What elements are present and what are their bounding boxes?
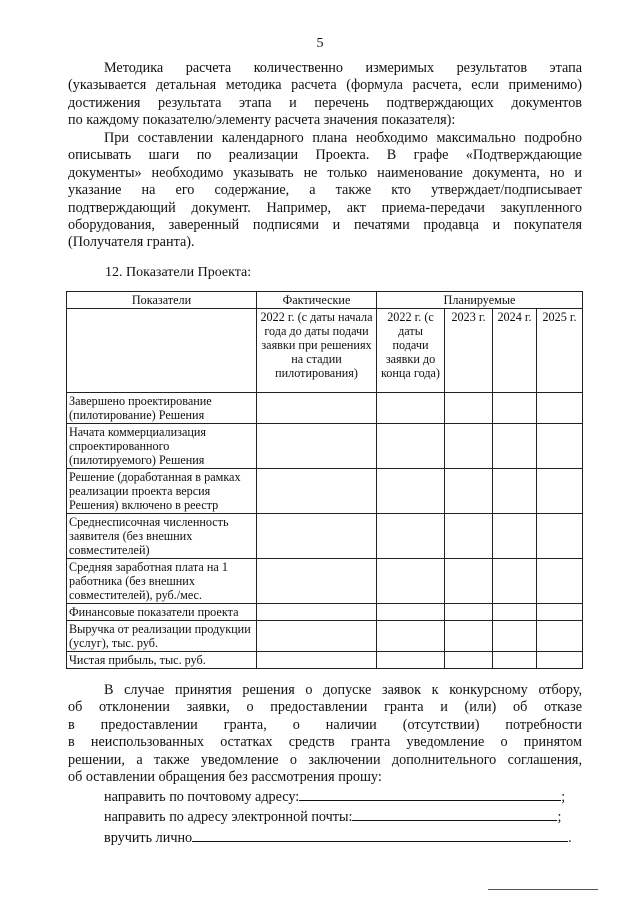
table-subheader-row bbox=[67, 309, 583, 393]
data-cell bbox=[493, 604, 537, 621]
data-cell bbox=[537, 393, 583, 424]
data-cell bbox=[445, 604, 493, 621]
data-cell bbox=[493, 469, 537, 514]
option-mail-label: направить по почтовому адресу: bbox=[104, 789, 300, 805]
text-line: по каждому показателю/элементу расчета значения показателя): bbox=[68, 112, 456, 129]
text-line: подтверждающий документ. Например, акт приема-передачи закупленного bbox=[68, 199, 582, 216]
footer-rule bbox=[488, 889, 598, 890]
text-line: (Получателя гранта). bbox=[68, 234, 195, 251]
text-line: достижения результата этапа и перечень подтверждающих документов bbox=[68, 94, 582, 111]
header-actual: Фактические bbox=[257, 292, 377, 309]
data-cell bbox=[537, 514, 583, 559]
punctuation: ; bbox=[557, 809, 562, 826]
option-personal-label: вручить лично bbox=[104, 829, 193, 846]
table-row bbox=[67, 621, 583, 652]
text-line: В случае принятия решения о допуске заявок к конкурсному отбору, bbox=[104, 682, 582, 698]
data-cell bbox=[377, 559, 445, 604]
calendar-plan-paragraph bbox=[68, 130, 582, 252]
data-cell bbox=[377, 652, 445, 669]
section-title: 12. Показатели Проекта: bbox=[105, 265, 252, 280]
text-line: описывать шаги по реализации Проекта. В графе «Подтверждающие bbox=[68, 147, 582, 164]
indicators-table bbox=[66, 291, 583, 669]
table-row bbox=[67, 604, 583, 621]
data-cell bbox=[257, 604, 377, 621]
text-line: об отклонении заявки, о предоставлении гранта и (или) об отказе bbox=[68, 699, 582, 716]
row-label: Среднесписочная численность заявителя (без внешних совместителей) bbox=[67, 514, 257, 559]
data-cell bbox=[377, 514, 445, 559]
header-indicators: Показатели bbox=[67, 292, 257, 309]
data-cell bbox=[445, 621, 493, 652]
data-cell bbox=[377, 424, 445, 469]
data-cell bbox=[537, 424, 583, 469]
data-cell bbox=[493, 559, 537, 604]
text-line: указание на его содержание, а также кто утверждает/подписывает bbox=[68, 182, 582, 199]
header-planned: Планируемые bbox=[377, 292, 583, 309]
page-number: 5 bbox=[316, 36, 324, 51]
text-line: в предоставлении гранта, о наличии (отсутствии) потребности bbox=[68, 716, 582, 733]
row-label: Завершено проектирование (пилотирование) Решения bbox=[67, 393, 257, 424]
table-row bbox=[67, 469, 583, 514]
data-cell bbox=[257, 424, 377, 469]
table-row bbox=[67, 652, 583, 669]
subheader-2023: 2023 г. bbox=[445, 309, 493, 393]
data-cell bbox=[537, 652, 583, 669]
punctuation: ; bbox=[561, 789, 566, 805]
row-label: Решение (доработанная в рамках реализации проекта версия Решения) включено в реестр bbox=[67, 469, 257, 514]
text-line: документы» необходимо указывать не только наименование документа, но и bbox=[68, 164, 582, 181]
subheader-planned-2022: 2022 г. (с даты подачи заявки до конца года) bbox=[377, 309, 445, 393]
data-cell bbox=[493, 652, 537, 669]
text-line: Методика расчета количественно измеримых результатов этапа bbox=[104, 60, 582, 76]
row-label: Средняя заработная плата на 1 работника (без внешних совместителей), руб./мес. bbox=[67, 559, 257, 604]
data-cell bbox=[445, 559, 493, 604]
option-mail bbox=[104, 786, 584, 806]
row-label: Начата коммерциализация спроектированного (пилотируемого) Решения bbox=[67, 424, 257, 469]
data-cell bbox=[377, 393, 445, 424]
data-cell bbox=[377, 604, 445, 621]
table-row bbox=[67, 514, 583, 559]
text-line: (указывается детальная методика расчета (формула расчета, если применимо) bbox=[68, 77, 582, 94]
subheader-2024: 2024 г. bbox=[493, 309, 537, 393]
personal-delivery-field[interactable] bbox=[192, 827, 568, 842]
table-row bbox=[67, 559, 583, 604]
data-cell bbox=[493, 621, 537, 652]
table-row bbox=[67, 424, 583, 469]
text-line: решении, а также уведомление о заключении дополнительного соглашения, bbox=[68, 751, 582, 768]
data-cell bbox=[493, 514, 537, 559]
data-cell bbox=[445, 652, 493, 669]
notification-paragraph bbox=[68, 682, 582, 786]
data-cell bbox=[537, 559, 583, 604]
subheader-2025: 2025 г. bbox=[537, 309, 583, 393]
delivery-options bbox=[104, 786, 584, 847]
data-cell bbox=[257, 559, 377, 604]
text-line: При составлении календарного плана необходимо максимально подробно bbox=[104, 130, 582, 146]
data-cell bbox=[377, 621, 445, 652]
data-cell bbox=[257, 393, 377, 424]
data-cell bbox=[445, 393, 493, 424]
email-address-field[interactable] bbox=[352, 806, 557, 821]
option-email bbox=[104, 806, 584, 826]
option-email-label: направить по адресу электронной почты: bbox=[104, 809, 353, 826]
data-cell bbox=[257, 621, 377, 652]
mail-address-field[interactable] bbox=[299, 786, 561, 801]
data-cell bbox=[493, 393, 537, 424]
data-cell bbox=[257, 514, 377, 559]
data-cell bbox=[445, 514, 493, 559]
data-cell bbox=[445, 424, 493, 469]
data-cell bbox=[493, 424, 537, 469]
empty-cell bbox=[67, 309, 257, 393]
row-label: Финансовые показатели проекта bbox=[67, 604, 257, 621]
text-line: оборудования, заверенный подписями и печатями продавца и покупателя bbox=[68, 217, 582, 234]
data-cell bbox=[445, 469, 493, 514]
data-cell bbox=[537, 604, 583, 621]
text-line: в неиспользованных остатках средств гранта уведомление о принятом bbox=[68, 734, 582, 751]
row-label: Выручка от реализации продукции (услуг), тыс. руб. bbox=[67, 621, 257, 652]
data-cell bbox=[377, 469, 445, 514]
data-cell bbox=[537, 469, 583, 514]
data-cell bbox=[257, 469, 377, 514]
subheader-actual-2022: 2022 г. (с даты начала года до даты подачи заявки при решениях на стадии пилотирования) bbox=[257, 309, 377, 393]
text-line: об оставлении обращения без рассмотрения прошу: bbox=[68, 769, 382, 786]
methodology-paragraph bbox=[68, 60, 582, 130]
data-cell bbox=[537, 621, 583, 652]
table-row bbox=[67, 393, 583, 424]
data-cell bbox=[257, 652, 377, 669]
option-personal bbox=[104, 827, 584, 847]
row-label: Чистая прибыль, тыс. руб. bbox=[67, 652, 257, 669]
punctuation: . bbox=[568, 829, 572, 846]
table-header-row bbox=[67, 292, 583, 309]
